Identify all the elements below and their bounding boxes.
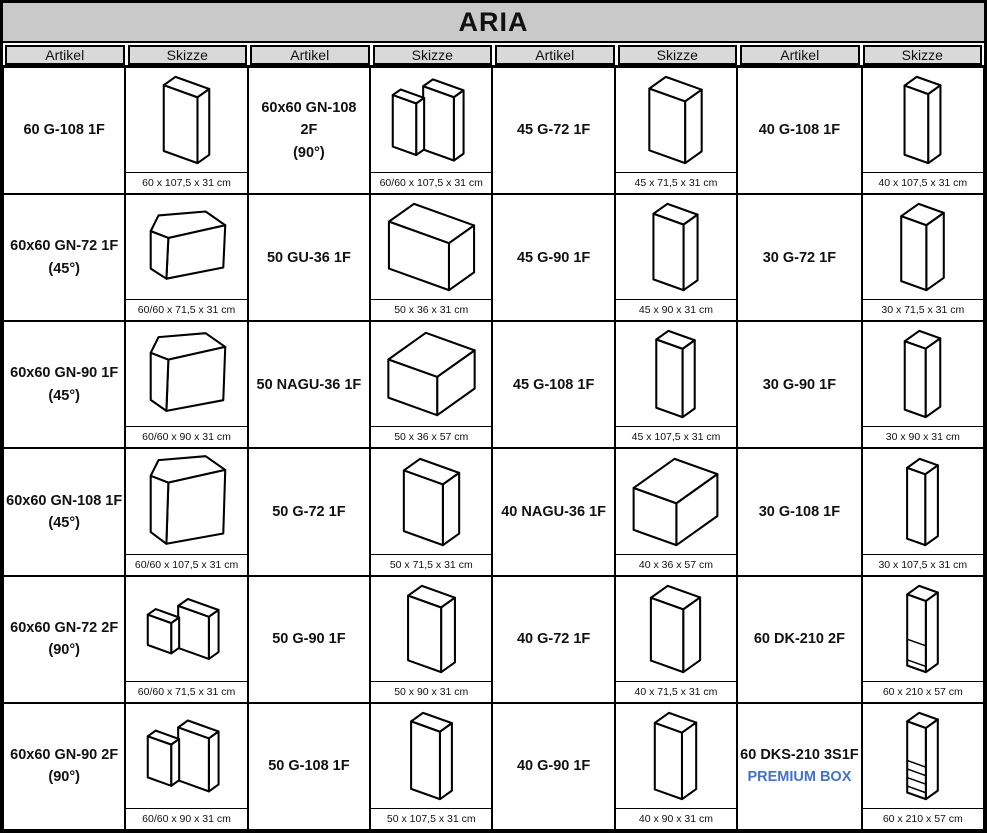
skizze-cell <box>862 194 984 321</box>
wall-cabinet-box-icon <box>616 578 735 680</box>
artikel-label: 40 NAGU-36 1F <box>501 503 606 520</box>
artikel-label: 60 DK-210 2F <box>753 631 845 647</box>
artikel-label: 60x60 GN-90 1F <box>10 365 119 382</box>
premium-box-label: PREMIUM BOX <box>747 769 852 786</box>
artikel-cell <box>248 321 370 448</box>
artikel-label: 60x60 GN-108 <box>261 99 357 116</box>
column-header: Skizze <box>618 45 738 65</box>
artikel-label: 60 G-108 1F <box>23 122 105 139</box>
artikel-label: 60 DKS-210 3S1F <box>740 746 859 763</box>
dimension-label: 60/60 x 90 x 31 cm <box>126 426 246 447</box>
artikel-label: 45 G-72 1F <box>516 122 591 139</box>
skizze-cell <box>615 703 737 830</box>
sketch-area <box>616 704 736 808</box>
artikel-cell <box>248 194 370 321</box>
skizze-cell <box>370 448 492 575</box>
skizze-cell <box>125 576 247 703</box>
artikel-cell <box>737 67 861 194</box>
dimension-label: 50 x 107,5 x 31 cm <box>371 808 491 829</box>
wall-cabinet-box-icon <box>863 323 982 425</box>
artikel-label: 40 G-108 1F <box>758 122 841 139</box>
dimension-label: 60/60 x 71,5 x 31 cm <box>126 681 246 702</box>
artikel-label: 60x60 GN-108 1F <box>6 492 123 509</box>
sketch-area <box>126 449 246 553</box>
skizze-cell <box>615 194 737 321</box>
tall-cabinet-2-door-icon <box>863 578 982 680</box>
sketch-area <box>126 322 246 426</box>
dimension-label: 45 x 107,5 x 31 cm <box>616 426 736 447</box>
dimension-label: 40 x 36 x 57 cm <box>616 554 736 575</box>
artikel-label: 60x60 GN-72 2F <box>10 619 119 636</box>
skizze-cell <box>862 448 984 575</box>
corner-cabinet-90-icon <box>127 578 246 680</box>
artikel-cell <box>3 576 125 703</box>
artikel-label: 50 G-90 1F <box>272 631 346 647</box>
corner-cabinet-45-icon <box>127 451 246 553</box>
sketch-area <box>371 577 491 681</box>
skizze-cell <box>125 194 247 321</box>
artikel-cell <box>492 448 614 575</box>
dimension-label: 50 x 90 x 31 cm <box>371 681 491 702</box>
artikel-label: 45 G-108 1F <box>512 376 595 393</box>
sketch-area <box>126 704 246 808</box>
catalog-table <box>3 67 984 830</box>
skizze-cell <box>862 576 984 703</box>
column-header: Skizze <box>863 45 983 65</box>
skizze-cell <box>370 321 492 448</box>
artikel-label: 30 G-90 1F <box>762 376 837 393</box>
artikel-label: 30 G-108 1F <box>758 503 841 520</box>
dimension-label: 60 x 107,5 x 31 cm <box>126 172 246 193</box>
dimension-label: 45 x 90 x 31 cm <box>616 299 736 320</box>
dimension-label: 60/60 x 71,5 x 31 cm <box>126 299 246 320</box>
sketch-area <box>126 577 246 681</box>
column-header: Artikel <box>740 45 860 65</box>
artikel-cell <box>737 703 861 830</box>
artikel-cell <box>3 448 125 575</box>
artikel-label: (45°) <box>48 387 80 404</box>
artikel-cell <box>3 194 125 321</box>
skizze-cell <box>370 576 492 703</box>
column-header: Skizze <box>128 45 248 65</box>
wall-cabinet-box-icon <box>372 705 491 807</box>
artikel-cell <box>737 448 861 575</box>
wall-cabinet-box-icon <box>372 323 491 425</box>
artikel-cell <box>3 67 125 194</box>
corner-cabinet-90-icon <box>372 69 491 171</box>
artikel-cell <box>737 321 861 448</box>
dimension-label: 40 x 71,5 x 31 cm <box>616 681 736 702</box>
artikel-label: 50 G-108 1F <box>268 758 350 775</box>
artikel-cell <box>492 576 614 703</box>
sketch-area <box>371 704 491 808</box>
skizze-cell <box>370 67 492 194</box>
column-header: Skizze <box>373 45 493 65</box>
artikel-label: 40 G-90 1F <box>516 758 591 775</box>
artikel-cell <box>3 703 125 830</box>
skizze-cell <box>862 67 984 194</box>
sketch-area <box>863 68 983 172</box>
skizze-cell <box>125 67 247 194</box>
artikel-label: (45°) <box>48 515 80 532</box>
skizze-cell <box>862 703 984 830</box>
wall-cabinet-box-icon <box>616 451 735 553</box>
skizze-cell <box>615 576 737 703</box>
sketch-area <box>616 68 736 172</box>
sketch-area <box>126 195 246 299</box>
wall-cabinet-box-icon <box>372 451 491 553</box>
artikel-cell <box>737 576 861 703</box>
wall-cabinet-box-icon <box>616 196 735 298</box>
skizze-cell <box>615 67 737 194</box>
wall-cabinet-box-icon <box>863 196 982 298</box>
sketch-area <box>126 68 246 172</box>
dimension-label: 60 x 210 x 57 cm <box>863 681 983 702</box>
skizze-cell <box>125 448 247 575</box>
sketch-area <box>371 322 491 426</box>
artikel-cell <box>248 703 370 830</box>
corner-cabinet-45-icon <box>127 196 246 298</box>
artikel-cell <box>492 67 614 194</box>
column-header: Artikel <box>250 45 370 65</box>
artikel-label: (45°) <box>48 260 80 277</box>
artikel-label: 60x60 GN-90 2F <box>10 746 119 763</box>
dimension-label: 30 x 107,5 x 31 cm <box>863 554 983 575</box>
dimension-label: 50 x 36 x 31 cm <box>371 299 491 320</box>
dimension-label: 45 x 71,5 x 31 cm <box>616 172 736 193</box>
skizze-cell <box>125 703 247 830</box>
sketch-area <box>863 704 983 808</box>
skizze-cell <box>370 703 492 830</box>
artikel-label: 60x60 GN-72 1F <box>10 238 119 255</box>
sketch-area <box>863 449 983 553</box>
sketch-area <box>863 322 983 426</box>
sketch-area <box>863 577 983 681</box>
artikel-label: (90°) <box>48 769 80 786</box>
artikel-label: 50 G-72 1F <box>272 503 346 520</box>
artikel-cell <box>248 448 370 575</box>
sketch-area <box>371 449 491 553</box>
header-row <box>3 43 984 67</box>
artikel-label: 50 NAGU-36 1F <box>256 376 362 393</box>
wall-cabinet-box-icon <box>127 69 246 171</box>
sketch-area <box>616 449 736 553</box>
sketch-area <box>616 577 736 681</box>
sketch-area <box>371 195 491 299</box>
artikel-cell <box>492 194 614 321</box>
artikel-cell <box>492 703 614 830</box>
skizze-cell <box>862 321 984 448</box>
dimension-label: 60/60 x 107,5 x 31 cm <box>126 554 246 575</box>
artikel-cell <box>248 67 370 194</box>
sketch-area <box>616 195 736 299</box>
skizze-cell <box>615 448 737 575</box>
skizze-cell <box>370 194 492 321</box>
wall-cabinet-box-icon <box>616 69 735 171</box>
skizze-cell <box>615 321 737 448</box>
artikel-cell <box>3 321 125 448</box>
wall-cabinet-box-icon <box>372 578 491 680</box>
dimension-label: 30 x 90 x 31 cm <box>863 426 983 447</box>
wall-cabinet-box-icon <box>863 69 982 171</box>
page-title: ARIA <box>3 3 984 43</box>
dimension-label: 60/60 x 90 x 31 cm <box>126 808 246 829</box>
dimension-label: 40 x 90 x 31 cm <box>616 808 736 829</box>
tall-cabinet-3-drawer-icon <box>863 705 982 807</box>
wall-cabinet-box-icon <box>616 705 735 807</box>
dimension-label: 50 x 36 x 57 cm <box>371 426 491 447</box>
artikel-label: 45 G-90 1F <box>516 249 591 266</box>
sketch-area <box>616 322 736 426</box>
wall-cabinet-box-icon <box>863 451 982 553</box>
artikel-label: 30 G-72 1F <box>762 249 837 266</box>
wall-cabinet-box-icon <box>372 196 491 298</box>
dimension-label: 50 x 71,5 x 31 cm <box>371 554 491 575</box>
wall-cabinet-box-icon <box>616 323 735 425</box>
artikel-label: (90°) <box>48 642 80 659</box>
artikel-label: (90°) <box>293 144 325 161</box>
artikel-label: 2F <box>300 122 318 139</box>
corner-cabinet-45-icon <box>127 323 246 425</box>
sketch-area <box>863 195 983 299</box>
artikel-label: 50 GU-36 1F <box>266 249 351 266</box>
dimension-label: 30 x 71,5 x 31 cm <box>863 299 983 320</box>
artikel-cell <box>737 194 861 321</box>
sketch-area <box>371 68 491 172</box>
dimension-label: 60 x 210 x 57 cm <box>863 808 983 829</box>
dimension-label: 40 x 107,5 x 31 cm <box>863 172 983 193</box>
column-header: Artikel <box>5 45 125 65</box>
artikel-cell <box>492 321 614 448</box>
column-header: Artikel <box>495 45 615 65</box>
corner-cabinet-90-icon <box>127 705 246 807</box>
artikel-label: 40 G-72 1F <box>516 631 591 647</box>
artikel-cell <box>248 576 370 703</box>
dimension-label: 60/60 x 107,5 x 31 cm <box>371 172 491 193</box>
skizze-cell <box>125 321 247 448</box>
